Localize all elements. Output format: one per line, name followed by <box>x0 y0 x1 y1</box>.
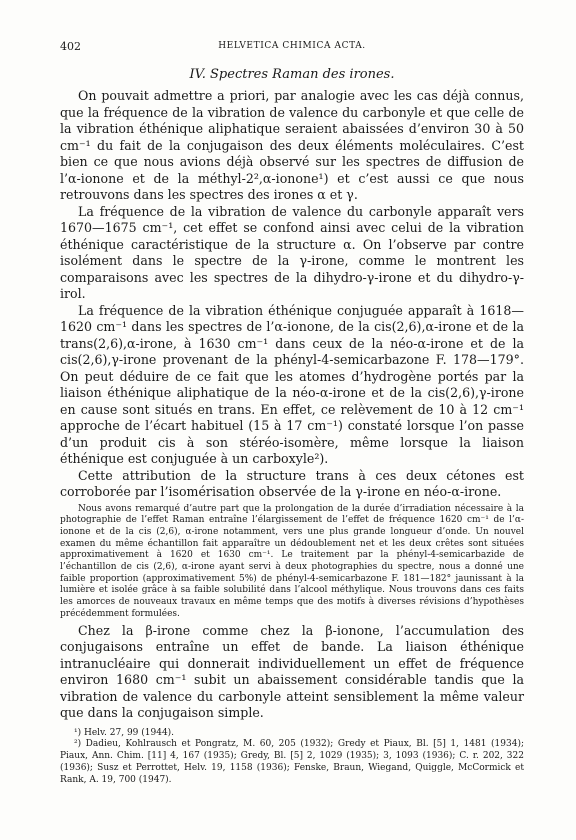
section-title: IV. Spectres Raman des irones. <box>189 67 395 82</box>
main-text-continued <box>60 623 524 722</box>
footnote: ²) Dadieu, Kohlrausch et Pongratz, M. 60, 205 (1932); Gredy et Piaux, Bl. [5] 1, 1481 (1934); Piaux, Ann. Chim. [11] 4, 167 (1935); Gredy, Bl. [5] 2, 1029 (1935); 3, 1093 (1936); C. r. 202, 322 (1936); Susz et Perrottet, Helv. 19, 1158 (1936); Fenske, Braun, Wiegand, Quiggle, McCormick et Rank, A. 19, 700 (1947). <box>60 739 524 785</box>
journal-title: HELVETICA CHIMICA ACTA. <box>218 41 366 51</box>
page-header <box>60 40 524 58</box>
small-print-note: Nous avons remarqué d’autre part que la prolongation de la durée d’irradiation nécessaire à la photographie de l’effet Raman entraîne l’élargissement de l’effet de fréquence 1620 cm⁻¹ de l’α-ionone et de la cis (2,6), α-irone notamment, vers une plus grande longueur d’onde. Un nouvel examen du même échantillon fait apparaître un dédoublement net et les deux crêtes sont situées approximativement à 1620 et 1630 cm⁻¹. Le traitement par la phényl-4-semicarbazide de l’échantillon de cis (2,6), α-irone ayant servi à deux photographies du spectre, nous a donné une faible proportion (approximativement 5%) de phényl-4-semicarbazone F. 181—182° jaunissant à la lumière et isolée grâce à sa faible solubilité dans l’alcool méthylique. Nous trouvons dans ces faits les amorces de nouveaux travaux en même temps que des motifs à diverses révisions d’hypothèses précédemment formulées. <box>60 503 524 619</box>
paragraph: On pouvait admettre a priori, par analogie avec les cas déjà connus, que la fréquence de la vibration de valence du carbonyle et que celle de la vibration éthénique aliphatique seraient abaissées d’environ 30 à 50 cm⁻¹ du fait de la conjugaison des deux éléments moléculaires. C’est bien ce que nous avions déjà observé sur les spectres de diffusion de l’α-ionone et de la méthyl-2²,α-ionone¹) et c’est aussi ce que nous retrouvons dans les spectres des irones α et γ. <box>60 88 524 202</box>
paragraph: Chez la β-irone comme chez la β-ionone, l’accumulation des conjugaisons entraîne un effet de bande. La liaison éthénique intranucléaire qui donnerait individuellement un effet de fréquence environ 1680 cm⁻¹ subit un abaissement considérable tandis que la vibration de valence du carbonyle atteint sensiblement la même valeur que dans la conjugaison simple. <box>60 622 524 721</box>
paragraph: La fréquence de la vibration éthénique conjuguée apparaît à 1618—1620 cm⁻¹ dans les spectres de l’α-ionone, de la cis(2,6),α-irone et de la trans(2,6),α-irone, à 1630 cm⁻¹ dans ceux de la néo-α-irone et de la cis(2,6),γ-irone provenant de la phényl-4-semicarbazone F. 178—179°. On peut déduire de ce fait que les atomes d’hydrogène portés par la liaison éthénique aliphatique de la néo-α-irone et de la cis(2,6),γ-irone en cause sont situés en trans. En effet, ce relèvement de 10 à 12 cm⁻¹ approche de l’écart habituel (15 à 17 cm⁻¹) constaté lorsque l’on passe d’un produit cis à son stéréo-isomère, même lorsque la liaison éthénique est conjuguée à un carboxyle²). <box>60 302 524 466</box>
footnote: ¹) Helv. 27, 99 (1944). <box>74 727 175 738</box>
page-number: 402 <box>60 40 81 53</box>
footnotes <box>60 728 524 787</box>
main-text <box>60 88 524 501</box>
paragraph: La fréquence de la vibration de valence du carbonyle apparaît vers 1670—1675 cm⁻¹, cet effet se confond ainsi avec celui de la vibration éthénique caractéristique de la structure α. On l’observe par contre isolément dans le spectre de la γ-irone, comme le montrent les comparaisons avec les spectres de la dihydro-γ-irone et du dihydro-γ-irol. <box>60 203 524 301</box>
journal-page <box>60 40 524 787</box>
paragraph: Cette attribution de la structure trans à ces deux cétones est corroborée par l’isomérisation observée de la γ-irone en néo-α-irone. <box>60 467 524 499</box>
